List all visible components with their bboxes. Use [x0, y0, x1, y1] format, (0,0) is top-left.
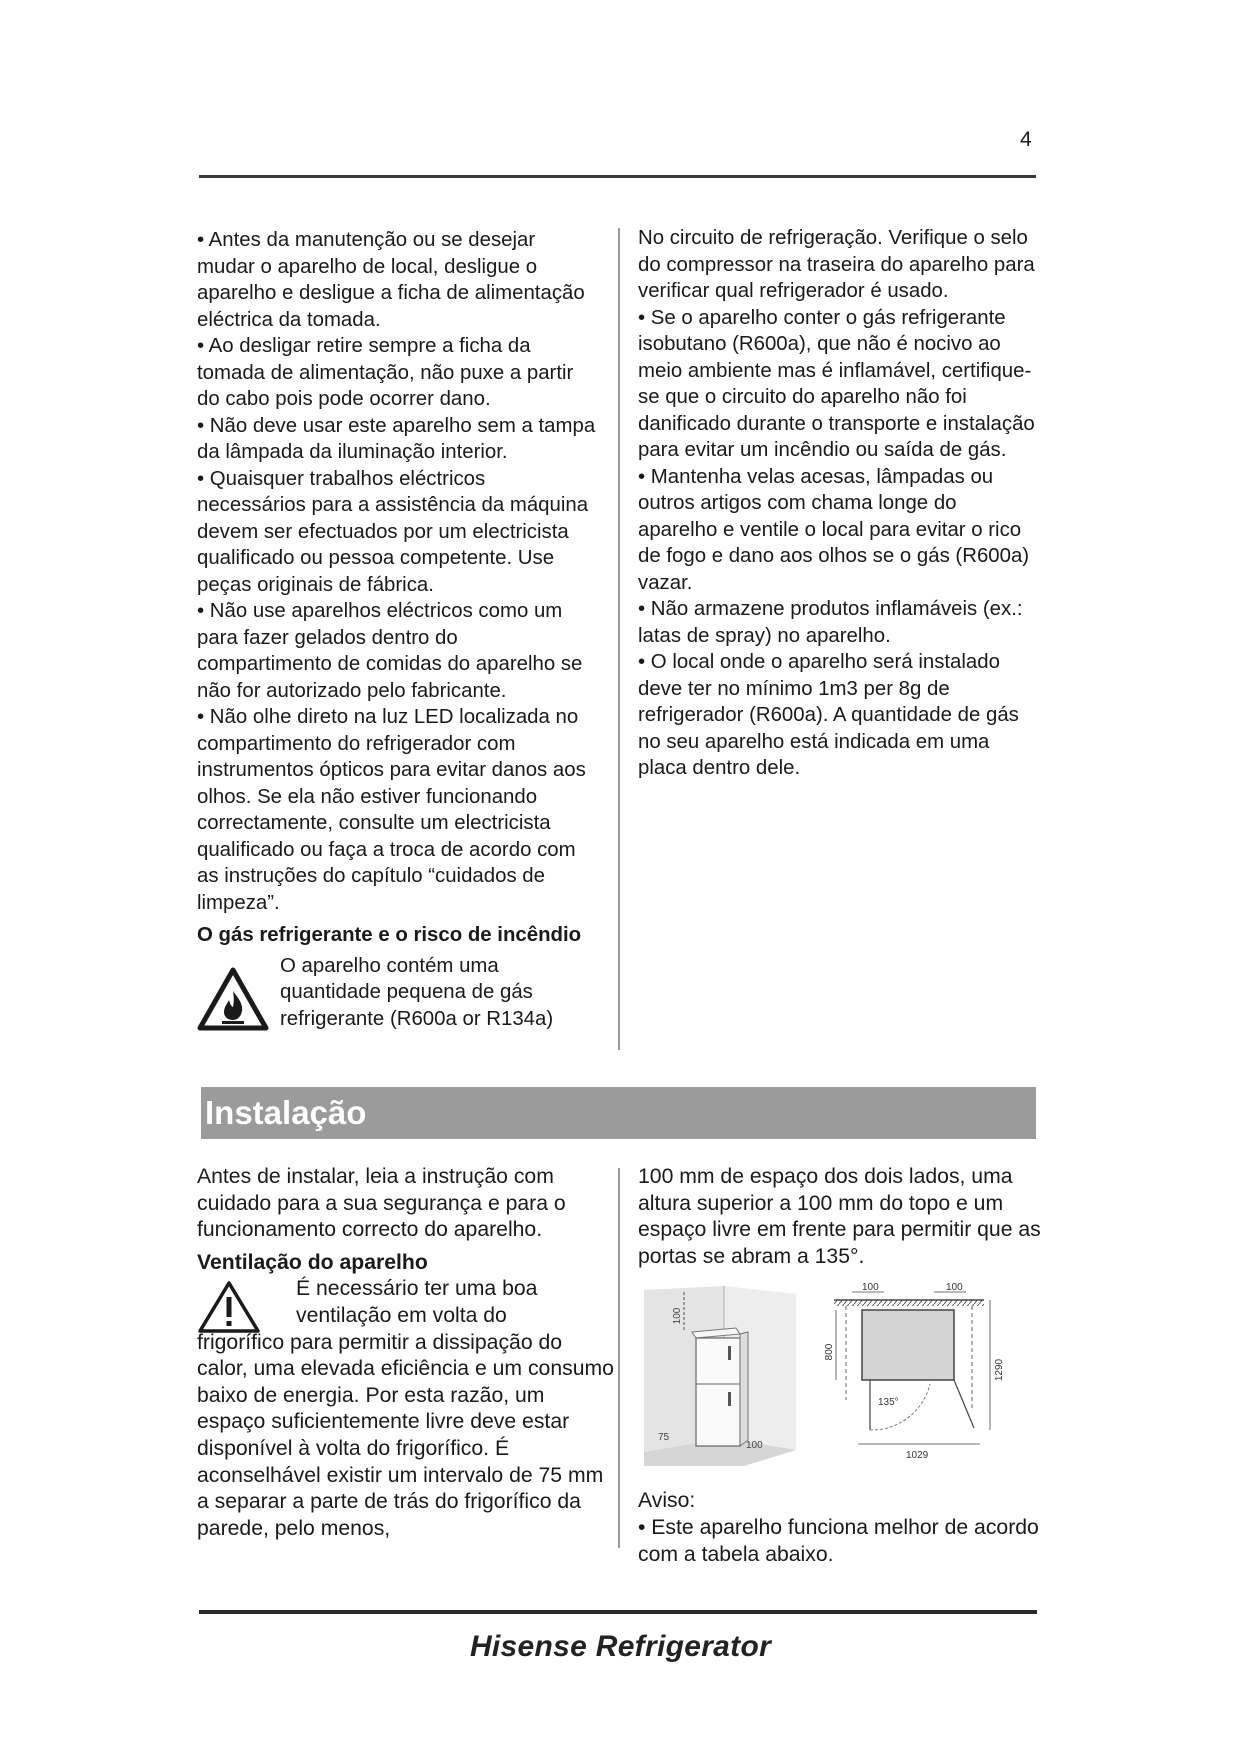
width-label: 1029 [906, 1450, 929, 1461]
safety-item: • Não deve usar este aparelho sem a tampa da lâmpada da iluminação interior. [197, 414, 596, 463]
side-clearance-label: 100 [746, 1440, 763, 1451]
top-rule [199, 175, 1036, 178]
back-clearance-label: 75 [658, 1432, 670, 1443]
clearance-diagram [644, 1280, 1014, 1468]
safety-item: • Antes da manutenção ou se desejar mudar o aparelho de local, desligue o aparelho e desligue a ficha de alimentação eléctrica da tomada. [197, 229, 585, 331]
safety-item: • Mantenha velas acesas, lâmpadas ou outros artigos com chama longe do aparelho e ventile o local para evitar o rico de fogo e dano aos olhos se o gás (R600a) vazar. [638, 465, 1030, 594]
gas-warning-text: O aparelho contém uma quantidade pequena de gás refrigerante (R600a or R134a) [280, 954, 554, 1030]
right-column-safety [638, 225, 1038, 782]
page-number: 4 [1020, 128, 1032, 151]
top-view-plan-figure [824, 1282, 1005, 1461]
brand-footer: Hisense Refrigerator [469, 1630, 772, 1663]
height-label: 1290 [994, 1358, 1005, 1382]
gas-heading: O gás refrigerante e o risco de incêndio [197, 924, 582, 946]
column-divider [618, 228, 620, 1050]
door-angle-label: 135° [878, 1397, 899, 1408]
left-column-installation [197, 1164, 617, 1542]
safety-item: • Não armazene produtos inflamáveis (ex.: latas de spray) no aparelho. [638, 598, 1023, 647]
install-intro: Antes de instalar, leia a instrução com cuidado para a sua segurança e para o funcionamento correcto do aparelho. [197, 1165, 566, 1242]
perspective-room-figure [644, 1286, 796, 1466]
safety-item: • O local onde o aparelho será instalado deve ter no mínimo 1m3 per 8g de refrigerador (R600a). A quantidade de gás no seu aparelho está indicada em uma placa dentro dele. [638, 651, 1019, 779]
ventilation-text: frigorífico para permitir a dissipação do calor, uma elevada eficiência e um consumo baixo de energia. Por esta razão, um espaço suficientemente livre deve estar disponível à volta do frigorífico. É aconselhável existir um intervalo de 75 mm a separar a parte de trás do frigorífico da parede, pelo menos, [197, 1330, 614, 1540]
caution-warning-icon [197, 1280, 261, 1334]
section-title: Instalação [205, 1094, 367, 1131]
aviso-label: Aviso: [638, 1489, 696, 1513]
safety-item: • Ao desligar retire sempre a ficha da tomada de alimentação, não puxe a partir do cabo pois pode ocorrer dano. [197, 335, 574, 410]
left-column-safety [197, 227, 597, 1039]
safety-item: • Se o aparelho conter o gás refrigerante isobutano (R600a), que não é nocivo ao meio ambiente mas é inflamável, certifique-se que o circuito do aparelho não foi danificado durante o transporte e instalação para evitar um incêndio ou saída de gás. [638, 306, 1035, 461]
clearance-text: 100 mm de espaço dos dois lados, uma altura superior a 100 mm do topo e um espaço livre em frente para permitir que as portas se abram a 135°. [638, 1165, 1041, 1268]
left-top-clearance-label: 100 [862, 1282, 879, 1293]
flammable-warning-icon [197, 967, 269, 1031]
safety-item: • Não olhe direto na luz LED localizada no compartimento do refrigerador com instrumentos ópticos para evitar danos aos olhos. Se ela não estiver funcionando correctamente, consulte um electricista qualificado ou faça a troca de acordo com as instruções do capítulo “cuidados de limpeza”. [197, 706, 586, 914]
section-header-bar [201, 1087, 1036, 1139]
depth-label: 800 [824, 1343, 835, 1361]
safety-item: • Quaisquer trabalhos eléctricos necessários para a assistência da máquina devem ser efectuados por um electricista qualificado ou pessoa competente. Use peças originais de fábrica. [197, 467, 589, 596]
top-clearance-label: 100 [672, 1307, 683, 1325]
ventilation-heading: Ventilação do aparelho [197, 1250, 428, 1274]
ventilation-text-indented: É necessário ter uma boa ventilação em volta do [296, 1277, 538, 1327]
aviso-text: • Este aparelho funciona melhor de acordo com a tabela abaixo. [638, 1515, 1039, 1566]
gas-warning-block [197, 953, 597, 1039]
safety-item: No circuito de refrigeração. Verifique o selo do compressor na traseira do aparelho para verificar qual refrigerador é usado. [638, 227, 1035, 302]
safety-item: • Não use aparelhos eléctricos como um para fazer gelados dentro do compartimento de comidas do aparelho se não for autorizado pelo fabricante. [197, 600, 583, 702]
ventilation-block [197, 1276, 617, 1542]
column-divider [618, 1168, 620, 1548]
right-top-clearance-label: 100 [946, 1282, 963, 1293]
bottom-rule [199, 1610, 1037, 1614]
